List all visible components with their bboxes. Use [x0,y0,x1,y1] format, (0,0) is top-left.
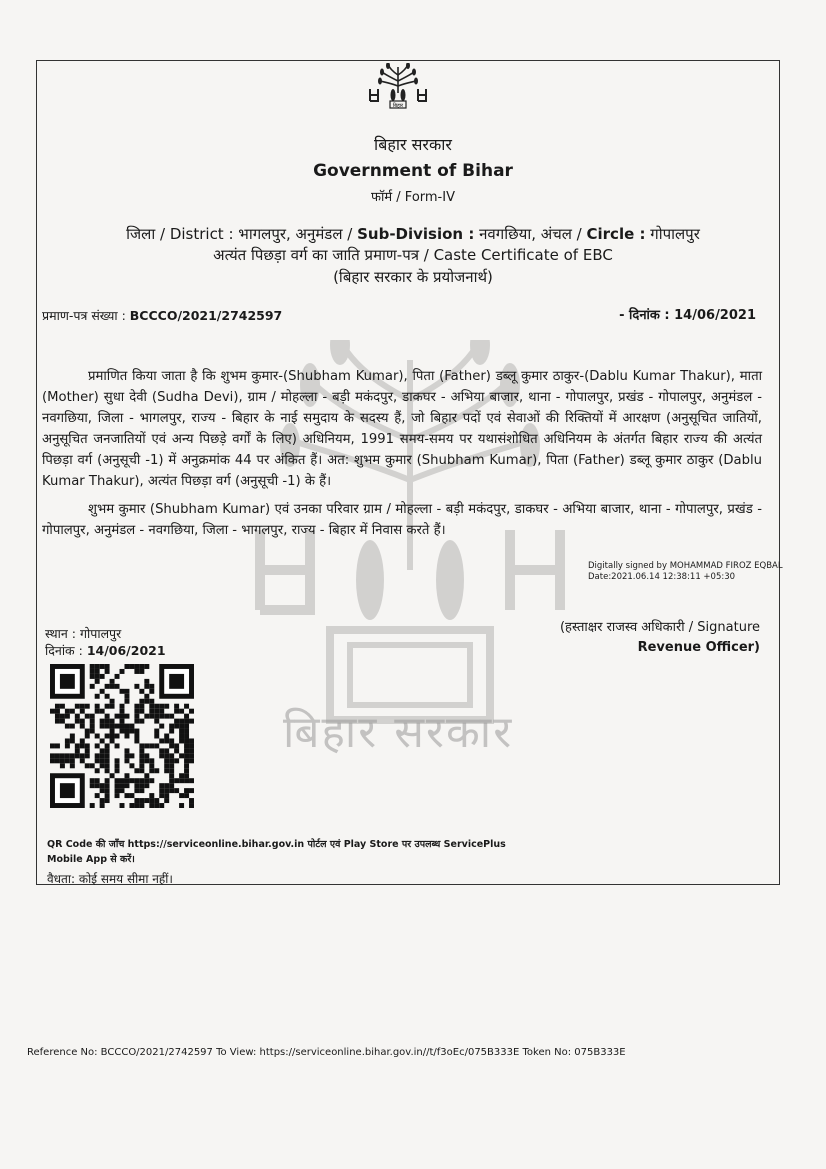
reference-footer[interactable]: Reference No: BCCCO/2021/2742597 To View: https://serviceonline.bihar.gov.in//t/f3oEc/075B333E Token No: 075B333E [27,1047,626,1058]
certificate-body-paragraph-1: प्रमाणित किया जाता है कि शुभम कुमार-(Shubham Kumar), पिता (Father) डब्लू कुमार ठाकुर-(Dablu Kumar Thakur), माता (Mother) सुधा देवी (Sudha Devi), ग्राम / मोहल्ला - बड़ी मकंदपुर, डाकघर - अभिया बाजार, थाना - गोपालपुर, प्रखंड - गोपालपुर, अनुमंडल - नवगछिया, जिला - भागलपुर, राज्य - बिहार के नाई समुदाय के सदस्य हैं, जो बिहार पदों एवं सेवाओं की रिक्तियों में आरक्षण (अनुसूचित जातियों, अनुसूचित जनजातियों एवं अन्य पिछड़े वर्गों के लिए) अधिनियम, 1991 समय-समय पर यथासंशोधित अधिनियम के अंतर्गत बिहार राज्य की अत्यंत पिछड़ा वर्ग (अनुसूची -1) में अनुक्रमांक 44 पर अंकित हैं। अत: शुभम कुमार (Shubham Kumar), पिता (Father) डब्लू कुमार ठाकुर (Dablu Kumar Thakur), अत्यंत पिछड़ा वर्ग (अनुसूची -1) के हैं। [42,369,762,489]
district-label: जिला / District : [126,225,234,243]
date-value: 14/06/2021 [86,643,166,658]
signature-line-1: (हस्ताक्षर राजस्व अधिकारी / Signature [559,620,760,635]
certificate-purpose: (बिहार सरकार के प्रयोजनार्थ) [333,268,493,286]
title-hindi: बिहार सरकार [374,135,452,154]
place-value: गोपालपुर [79,626,122,641]
signature-line-2: Revenue Officer) [637,640,760,655]
digital-signature [588,561,783,583]
watermark-text: बिहार सरकार [283,707,514,758]
place-date-block [45,625,166,659]
certificate-number-label: प्रमाण-पत्र संख्या : [42,308,126,323]
district-value: भागलपुर, अनुमंडल / [238,225,353,243]
certificate-number [42,307,282,324]
digital-signature-date: Date:2021.06.14 12:38:11 +05:30 [588,572,736,582]
certificate-number-value: BCCCO/2021/2742597 [129,308,283,323]
subdivision-label: Sub-Division : [357,225,475,243]
district-line [0,224,826,244]
validity-note: वैधता: कोई समय सीमा नहीं। [47,872,173,886]
subdivision-value: नवगछिया, अंचल / [479,225,582,243]
certificate-body-paragraph-2: शुभम कुमार (Shubham Kumar) एवं उनका परिवार ग्राम / मोहल्ला - बड़ी मकंदपुर, डाकघर - अभिया बाजार, थाना - गोपालपुर, प्रखंड - गोपालपुर, अनुमंडल - नवगछिया, जिला - भागलपुर, राज्य - बिहार में निवास करते हैं। [42,502,762,538]
title-english: Government of Bihar [313,161,513,181]
bihar-emblem-logo [366,63,430,109]
digital-signature-signer: Digitally signed by MOHAMMAD FIROZ EQBAL [588,561,783,571]
form-label: फॉर्म / Form-IV [371,190,455,205]
certificate-title: अत्यंत पिछड़ा वर्ग का जाति प्रमाण-पत्र / Caste Certificate of EBC [213,246,613,264]
verification-qr-code [50,664,194,808]
circle-value: गोपालपुर [650,225,700,243]
signature-block [560,618,760,658]
emblem-text: बिहार [392,103,404,109]
place-label: स्थान : [45,626,76,641]
qr-verification-note: QR Code की जाँच https://serviceonline.bihar.gov.in पोर्टल एवं Play Store पर उपलब्ध ServicePlus Mobile App से करें। [47,839,506,865]
issue-date: - दिनांक : 14/06/2021 [619,308,756,323]
circle-label: Circle : [586,225,646,243]
date-label: दिनांक : [45,643,83,658]
